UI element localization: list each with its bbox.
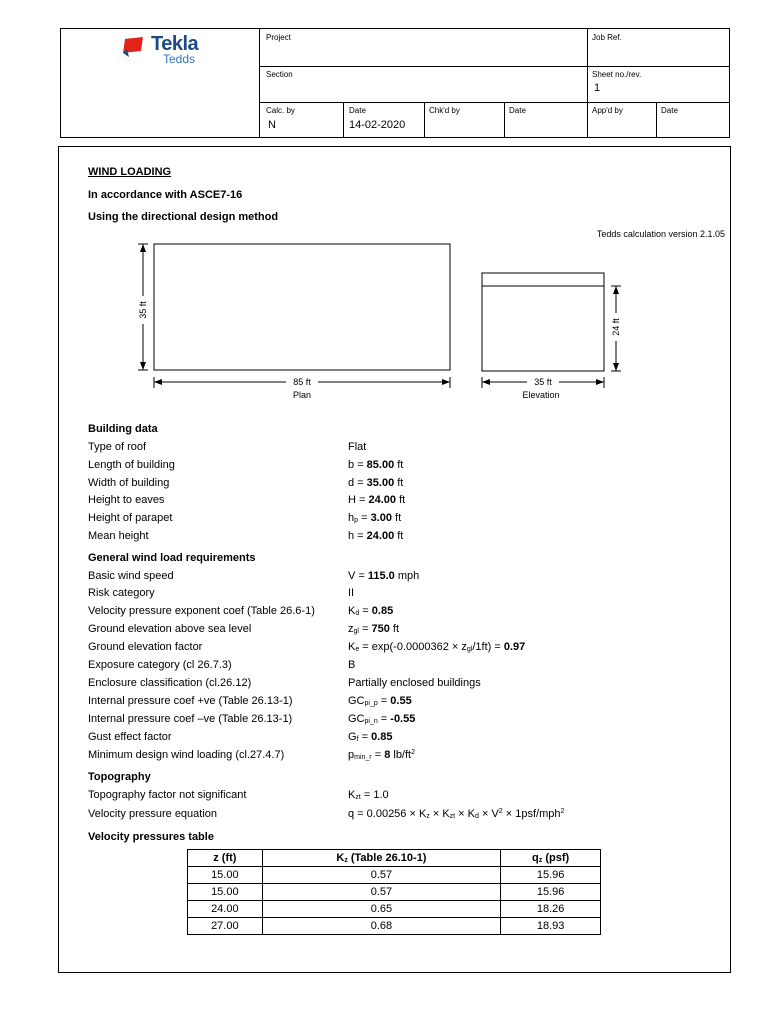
standard-line: In accordance with ASCE7-16 — [88, 189, 243, 201]
appd-label: App'd by — [592, 106, 623, 115]
cell-qz: 18.26 — [501, 901, 601, 918]
label-topo-factor: Topography factor not significant — [88, 789, 247, 801]
general-heading: General wind load requirements — [88, 552, 256, 564]
value-exposure: B — [348, 659, 356, 671]
date-label: Date — [349, 106, 366, 115]
label-mean-height: Mean height — [88, 530, 149, 542]
label-length: Length of building — [88, 459, 175, 471]
table-row — [188, 918, 601, 935]
label-risk: Risk category — [88, 587, 155, 599]
label-gcpi-pos: Internal pressure coef +ve (Table 26.13-1) — [88, 695, 293, 707]
label-roof-type: Type of roof — [88, 441, 147, 453]
value-ke: $K_e = \exp(-0.0000362 \times z_{gl}/1ft) = 0.97$ — [348, 641, 526, 653]
label-exposure: Exposure category (cl 26.7.3) — [88, 659, 232, 671]
value-wind-speed: V = 115.0 mph — [348, 570, 420, 582]
table-header-row — [188, 850, 601, 867]
cell-qz: 15.96 — [501, 867, 601, 884]
value-length: b = 85.00 ft — [348, 459, 404, 471]
elevation-outline — [482, 273, 604, 371]
jobref-label: Job Ref. — [592, 33, 622, 42]
sheet-value: 1 — [594, 82, 601, 94]
value-eaves: H = 24.00 ft — [348, 494, 406, 506]
calcby-value: N — [268, 119, 276, 131]
label-enclosure: Enclosure classification (cl.26.12) — [88, 677, 252, 689]
topography-heading: Topography — [88, 771, 151, 783]
cell-z: 27.00 — [188, 918, 263, 935]
date3-label: Date — [661, 106, 678, 115]
label-ke: Ground elevation factor — [88, 641, 203, 653]
label-gcpi-neg: Internal pressure coef –ve (Table 26.13-1) — [88, 713, 293, 725]
building-data-heading: Building data — [88, 423, 158, 435]
plan-label: Plan — [292, 390, 312, 400]
main-title: WIND LOADING — [88, 166, 172, 178]
cell-z: 15.00 — [188, 884, 263, 901]
section-label: Section — [266, 70, 293, 79]
plan-outline — [154, 244, 450, 370]
column-header-qz: $q_z$ (psf) — [501, 850, 601, 867]
logo-sub: Tedds — [163, 52, 196, 66]
label-kd: Velocity pressure exponent coef (Table 26.6-1) — [88, 605, 315, 617]
label-eaves: Height to eaves — [88, 494, 165, 506]
project-label: Project — [266, 33, 291, 42]
calcby-label: Calc. by — [266, 106, 295, 115]
cell-qz: 18.93 — [501, 918, 601, 935]
cell-kz: 0.57 — [262, 884, 501, 901]
sheet-label: Sheet no./rev. — [592, 70, 642, 79]
table-row — [188, 884, 601, 901]
plan-dim-horizontal: 85 ft — [293, 377, 311, 387]
label-min-load: Minimum design wind loading (cl.27.4.7) — [88, 749, 285, 761]
value-gust: $G_f = 0.85$ — [348, 731, 393, 743]
value-gcpi-neg: $GC_{pi\_n} = -0.55$ — [348, 713, 416, 725]
value-min-load: $p_{min\_r} = 8$ $lb/ft^2$ — [348, 749, 416, 761]
label-gust: Gust effect factor — [88, 731, 172, 743]
value-vp-equation: $q = 0.00256 \times K_z \times K_{zt} \times K_d \times V^2 \times 1psf/mph^2$ — [348, 808, 565, 820]
label-ground-elev: Ground elevation above sea level — [88, 623, 252, 635]
elev-dim-vertical: 24 ft — [611, 318, 621, 336]
date2-label: Date — [509, 106, 526, 115]
label-wind-speed: Basic wind speed — [88, 570, 174, 582]
value-width: d = 35.00 ft — [348, 477, 404, 489]
cell-kz: 0.68 — [262, 918, 501, 935]
date-value: 14-02-2020 — [349, 119, 406, 131]
chkd-label: Chk'd by — [429, 106, 460, 115]
label-vp-equation: Velocity pressure equation — [88, 808, 218, 820]
label-parapet: Height of parapet — [88, 512, 173, 524]
velocity-pressures-table — [187, 849, 601, 935]
value-enclosure: Partially enclosed buildings — [348, 677, 481, 689]
table-row — [188, 901, 601, 918]
elev-dim-horizontal: 35 ft — [534, 377, 552, 387]
value-risk: II — [348, 587, 355, 599]
label-width: Width of building — [88, 477, 170, 489]
method-line: Using the directional design method — [88, 211, 279, 223]
table-row — [188, 867, 601, 884]
cell-kz: 0.57 — [262, 867, 501, 884]
velocity-table-heading: Velocity pressures table — [88, 831, 214, 843]
elev-label: Elevation — [522, 390, 560, 400]
plan-dim-vertical: 35 ft — [138, 301, 148, 319]
value-topo-factor: $K_{zt} = 1.0$ — [348, 789, 389, 801]
value-parapet: $h_p = 3.00$ ft — [348, 512, 402, 524]
cell-qz: 15.96 — [501, 884, 601, 901]
logo-brand: Tekla — [151, 33, 199, 55]
column-header-z: z (ft) — [188, 850, 263, 867]
value-ground-elev: $z_{gl} = 750$ ft — [348, 623, 400, 635]
value-gcpi-pos: $GC_{pi\_p} = 0.55$ — [348, 695, 412, 707]
value-kd: $K_d = 0.85$ — [348, 605, 394, 617]
column-header-kz: $K_z$ (Table 26.10-1) — [262, 850, 501, 867]
value-mean-height: h = 24.00 ft — [348, 530, 404, 542]
cell-z: 15.00 — [188, 867, 263, 884]
cell-kz: 0.65 — [262, 901, 501, 918]
version-text: Tedds calculation version 2.1.05 — [596, 229, 725, 239]
value-roof-type: Flat — [348, 441, 367, 453]
cell-z: 24.00 — [188, 901, 263, 918]
